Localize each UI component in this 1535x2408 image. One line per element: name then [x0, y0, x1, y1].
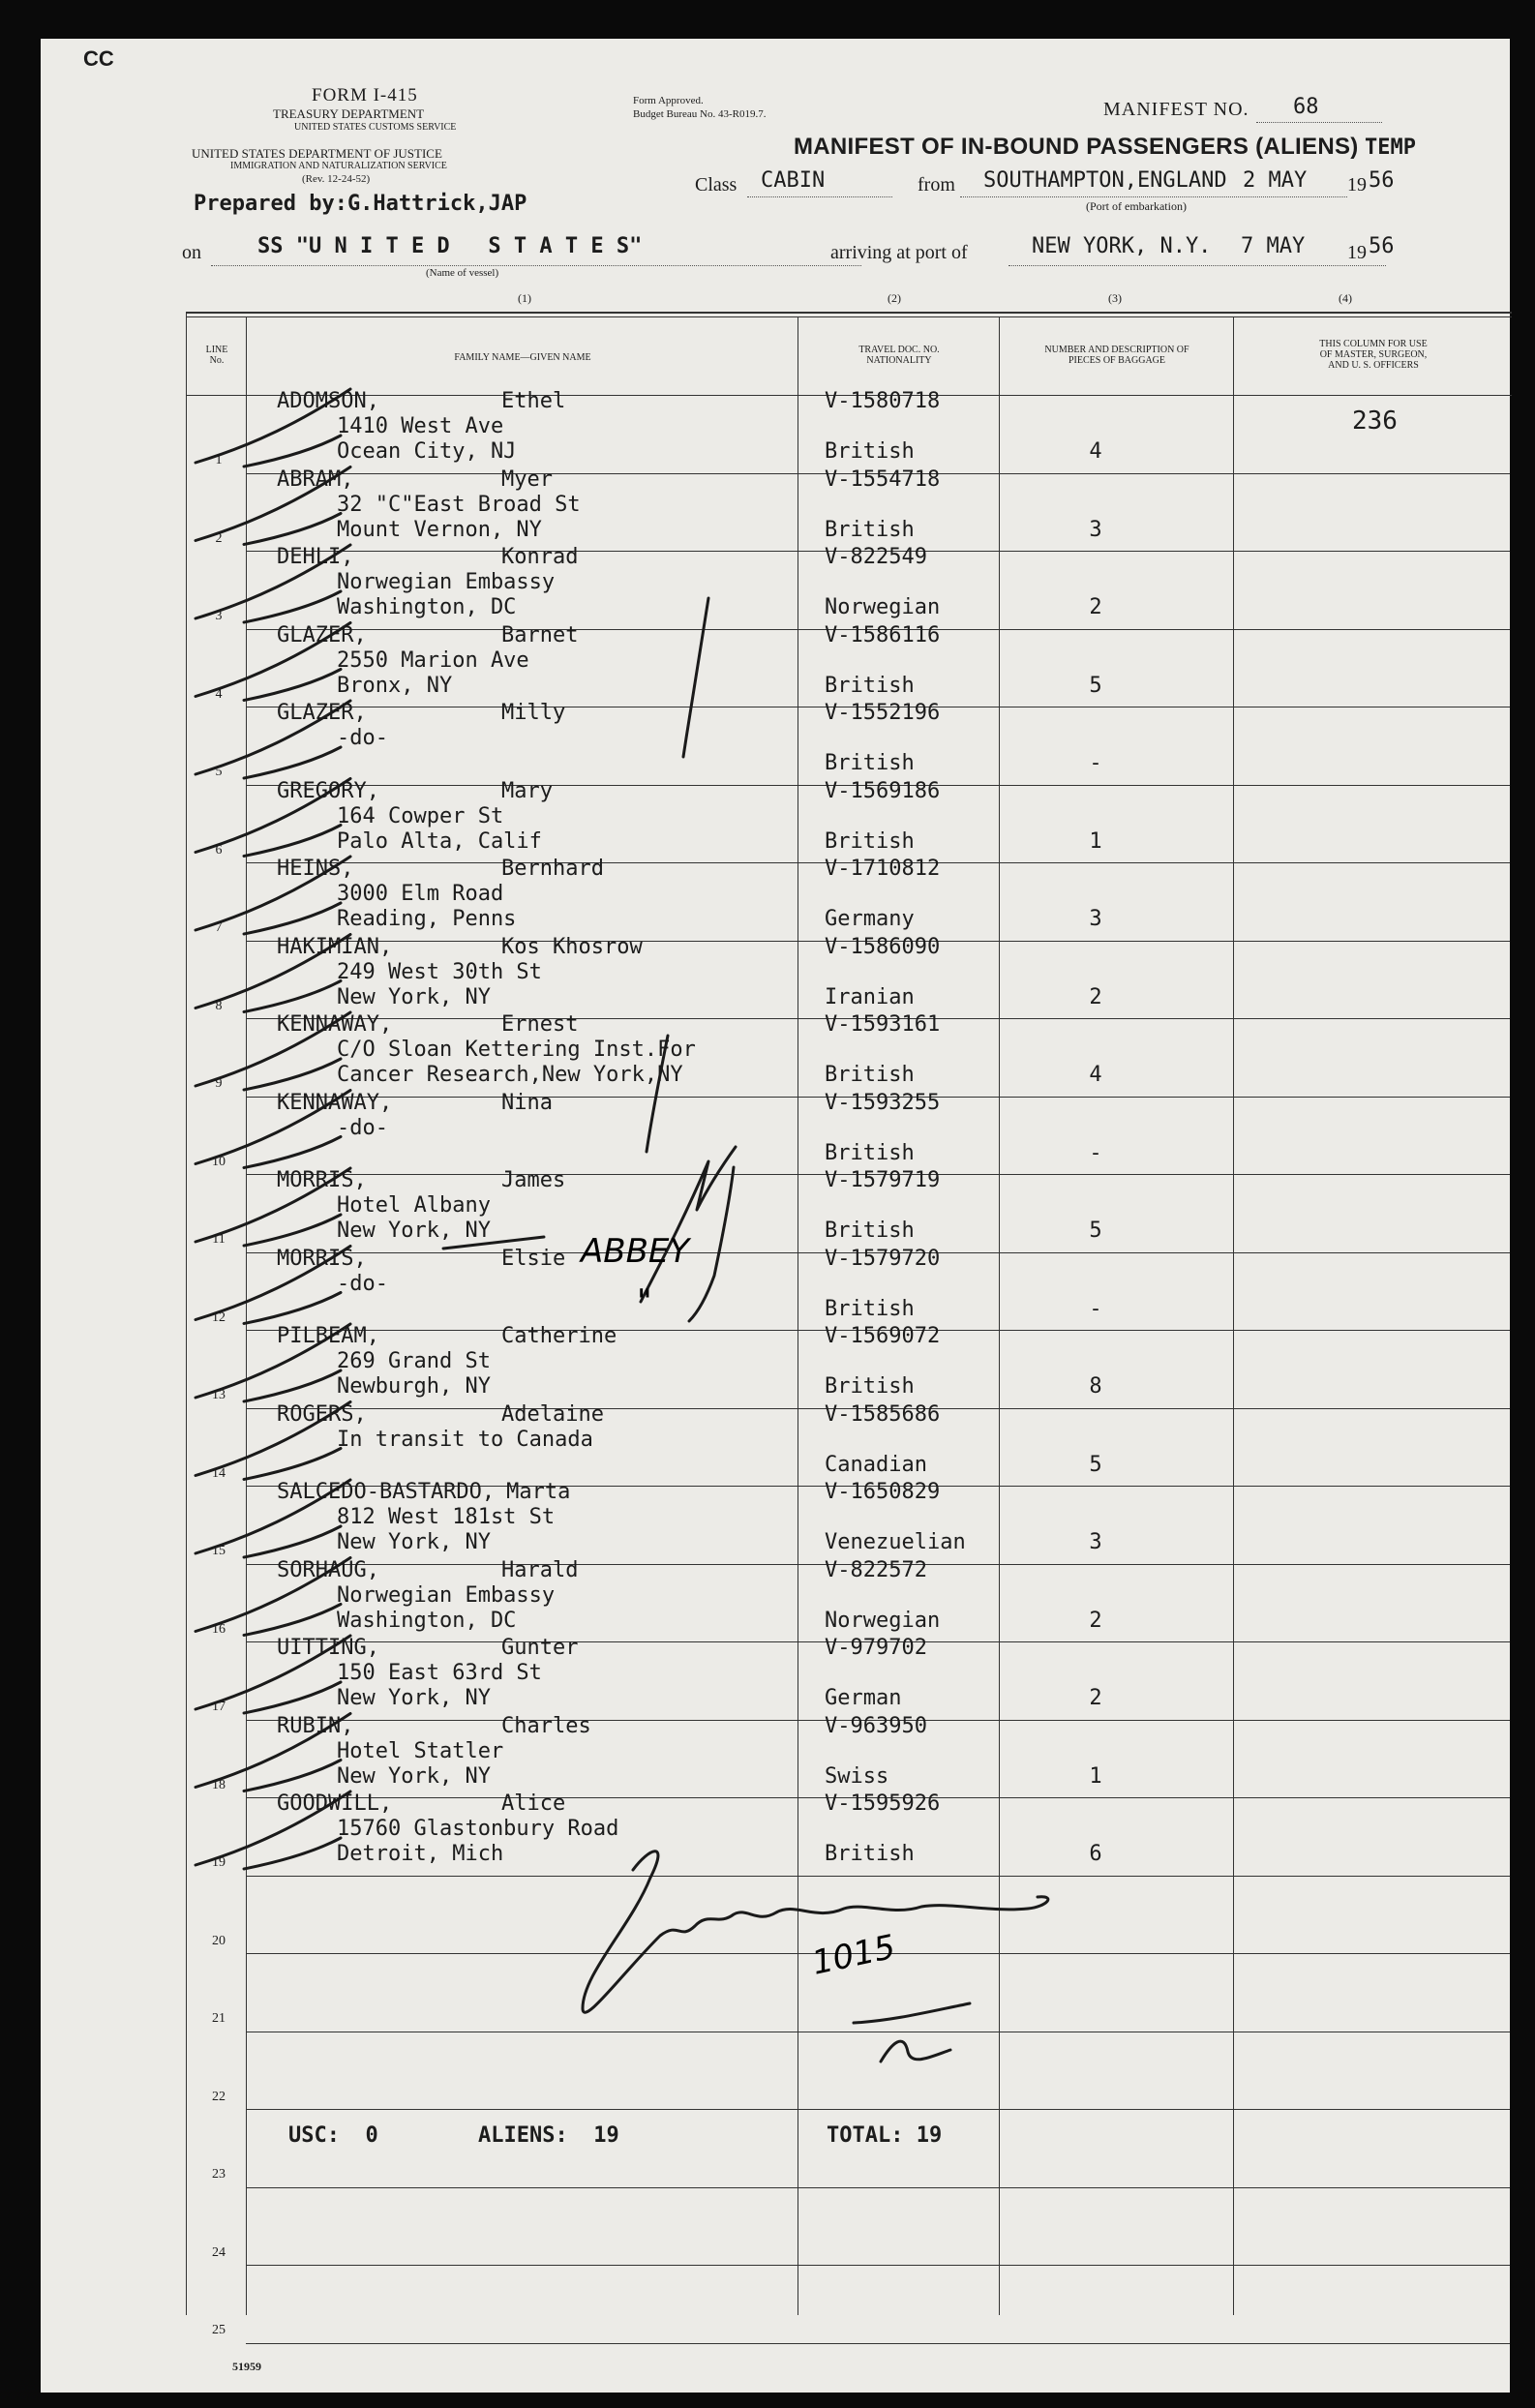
line-number: 12: [212, 1309, 226, 1325]
line-number: 7: [215, 920, 223, 935]
nationality: British: [825, 1296, 915, 1321]
check-mark: [196, 1247, 350, 1324]
manifest-page: [41, 39, 1510, 2393]
address-line-1: 812 West 181st St: [337, 1505, 556, 1529]
baggage-count: -: [1089, 1296, 1102, 1321]
address-line-1: Hotel Statler: [337, 1738, 504, 1763]
address-line-2: Washington, DC: [337, 595, 517, 619]
address-line-2: Washington, DC: [337, 1608, 517, 1633]
given-name: Myer: [501, 467, 553, 492]
count-initial: [881, 2041, 950, 2062]
baggage-count: 4: [1089, 1063, 1102, 1087]
nationality: Canadian: [825, 1452, 927, 1477]
treasury-dept: TREASURY DEPARTMENT: [273, 106, 425, 121]
col-num-2: (2): [888, 291, 901, 305]
check-mark: [196, 1480, 350, 1557]
line-number: 15: [212, 1544, 226, 1558]
address-line-2: New York, NY: [337, 1686, 491, 1710]
given-name: Catherine: [501, 1324, 617, 1348]
address-line-1: -do-: [337, 726, 388, 750]
line-number: 11: [212, 1232, 226, 1247]
travel-doc-number: V-1593161: [825, 1012, 941, 1037]
corner-mark: CC: [83, 46, 114, 71]
family-name: HAKIMIAN,: [277, 934, 393, 959]
class-label: Class: [695, 174, 737, 196]
baggage-count: 5: [1089, 1219, 1102, 1243]
travel-doc-number: V-1569072: [825, 1324, 941, 1348]
address-line-2: Ocean City, NJ: [337, 439, 517, 464]
manifest-no-label: MANIFEST NO.: [1103, 99, 1249, 120]
nationality: British: [825, 751, 915, 775]
line-number: 18: [212, 1777, 226, 1792]
address-line-1: 15760 Glastonbury Road: [337, 1817, 619, 1841]
form-revision: (Rev. 12-24-52): [302, 173, 371, 185]
from-label: from: [918, 174, 955, 196]
baggage-count: 6: [1089, 1842, 1102, 1866]
travel-doc-number: V-1579719: [825, 1168, 941, 1192]
handwritten-ditto: ": [637, 1282, 652, 1321]
address-line-2: Cancer Research,New York,NY: [337, 1063, 683, 1087]
baggage-count: 3: [1089, 907, 1102, 931]
arrival-date: 7 MAY: [1241, 234, 1306, 258]
handwritten-count: 1015: [808, 1927, 899, 1983]
check-mark: [196, 545, 350, 622]
baggage-count: 1: [1089, 828, 1102, 854]
check-mark: [196, 1091, 350, 1168]
vessel-caption: (Name of vessel): [426, 267, 499, 279]
nationality: British: [825, 439, 915, 464]
family-name: ROGERS,: [277, 1401, 367, 1427]
check-mark: [196, 857, 350, 934]
given-name: Nina: [501, 1090, 553, 1115]
check-mark: [196, 1558, 350, 1636]
vertical-stroke-2: [647, 1036, 668, 1152]
col-header-line: LINE No.: [205, 345, 228, 366]
check-mark: [196, 935, 350, 1012]
class-value: CABIN: [761, 168, 826, 193]
address-line-1: 3000 Elm Road: [337, 882, 504, 906]
form-number: FORM I-415: [312, 85, 418, 105]
address-line-1: In transit to Canada: [337, 1427, 593, 1452]
vessel-name: SS "U N I T E D S T A T E S": [257, 234, 643, 258]
baggage-count: 5: [1089, 673, 1102, 698]
address-line-2: New York, NY: [337, 1530, 491, 1554]
address-line-1: 150 East 63rd St: [337, 1661, 542, 1685]
travel-doc-number: V-1586116: [825, 622, 941, 647]
count-underline: [854, 2003, 970, 2023]
travel-doc-number: V-1710812: [825, 857, 941, 881]
check-mark: [196, 1636, 350, 1713]
address-line-1: -do-: [337, 1115, 388, 1140]
check-mark: [196, 1714, 350, 1791]
ins-service: IMMIGRATION AND NATURALIZATION SERVICE: [230, 161, 447, 171]
baggage-count: -: [1089, 1140, 1102, 1165]
given-name: James: [501, 1168, 566, 1192]
given-name: Ernest: [501, 1012, 579, 1037]
port-embark-caption: (Port of embarkation): [1086, 199, 1187, 213]
address-line-2: Newburgh, NY: [337, 1374, 491, 1399]
address-line-1: 164 Cowper St: [337, 803, 504, 828]
family-name: HEINS,: [277, 857, 354, 881]
check-mark: [196, 1791, 350, 1869]
vertical-stroke-3: [641, 1147, 736, 1302]
budget-bureau: Budget Bureau No. 43-R019.7.: [633, 108, 767, 120]
address-line-1: Hotel Albany: [337, 1193, 491, 1218]
travel-doc-number: V-1569186: [825, 778, 941, 803]
manifest-title-suffix: TEMP: [1365, 135, 1416, 160]
col-header-doc: TRAVEL DOC. NO. NATIONALITY: [858, 345, 940, 366]
form-approved: Form Approved.: [633, 95, 704, 106]
on-label: on: [182, 242, 201, 263]
officer-notation: 236: [1352, 406, 1398, 436]
nationality: British: [825, 1063, 915, 1087]
check-mark: [196, 623, 350, 701]
line-number: 20: [212, 1933, 226, 1948]
family-name: SORHAUG,: [277, 1557, 379, 1582]
family-name: MORRIS,: [277, 1168, 367, 1192]
nationality: British: [825, 1374, 915, 1399]
family-name: SALCEDO-BASTARDO,: [277, 1480, 496, 1504]
col-num-4: (4): [1339, 291, 1352, 305]
port-of-embarkation: SOUTHAMPTON,ENGLAND: [983, 168, 1227, 193]
line-number: 16: [212, 1621, 226, 1637]
given-name: Gunter: [501, 1636, 579, 1660]
baggage-count: 8: [1089, 1374, 1102, 1399]
family-name: RUBIN,: [277, 1713, 354, 1738]
nationality: British: [825, 673, 915, 698]
given-name: Milly: [501, 701, 566, 725]
nationality: Norwegian: [825, 595, 941, 619]
nationality: Venezuelian: [825, 1530, 966, 1554]
check-marks: [196, 389, 350, 1869]
given-name: Elsie: [501, 1246, 566, 1271]
given-name: Bernhard: [501, 857, 604, 881]
address-line-2: Reading, Penns: [337, 907, 517, 931]
nationality: British: [825, 828, 915, 854]
total-aliens: ALIENS: 19: [478, 2123, 619, 2148]
abbey-strike: [443, 1237, 544, 1249]
line-number: 22: [212, 2089, 226, 2104]
baggage-count: 2: [1089, 984, 1102, 1009]
address-line-2: New York, NY: [337, 1219, 491, 1243]
check-mark: [196, 1324, 350, 1401]
line-number: 5: [215, 765, 223, 779]
given-name: Mary: [501, 778, 553, 803]
col-num-3: (3): [1108, 291, 1122, 305]
arrival-year-prefix: 19: [1347, 242, 1367, 263]
initials-signature: [583, 1851, 1048, 2013]
line-number: 6: [215, 842, 223, 858]
manifest-title: MANIFEST OF IN-BOUND PASSENGERS (ALIENS): [794, 134, 1359, 160]
address-line-2: Bronx, NY: [337, 673, 453, 698]
address-line-2: Detroit, Mich: [337, 1842, 504, 1866]
footer-code: 51959: [232, 2360, 261, 2373]
given-name: Charles: [501, 1713, 591, 1738]
nationality: Germany: [825, 907, 915, 931]
line-number: 14: [212, 1465, 226, 1481]
travel-doc-number: V-822549: [825, 545, 927, 569]
address-line-1: C/O Sloan Kettering Inst.For: [337, 1038, 696, 1062]
line-number: 19: [212, 1855, 226, 1870]
given-name: Kos Khosrow: [501, 934, 643, 959]
travel-doc-number: V-1554718: [825, 467, 941, 492]
check-mark: [196, 779, 350, 857]
family-name: GREGORY,: [277, 778, 379, 803]
handwritten-marks: [41, 39, 1510, 2393]
family-name: UITTING,: [277, 1636, 379, 1660]
family-name: PILBEAM,: [277, 1324, 379, 1348]
check-mark: [196, 467, 350, 545]
col-header-name: FAMILY NAME—GIVEN NAME: [454, 352, 591, 363]
travel-doc-number: V-1585686: [825, 1401, 941, 1427]
given-name: Harald: [501, 1557, 579, 1582]
col-num-1: (1): [518, 291, 531, 305]
baggage-count: 2: [1089, 595, 1102, 619]
nationality: British: [825, 1219, 915, 1243]
prepared-by: Prepared by:G.Hattrick,JAP: [194, 192, 527, 216]
handwritten-abbey: ABBEY: [581, 1232, 690, 1271]
arrival-port: NEW YORK, N.Y.: [1032, 234, 1212, 258]
nationality: British: [825, 517, 915, 542]
line-number: 21: [212, 2011, 226, 2026]
line-number: 13: [212, 1388, 226, 1402]
family-name: KENNAWAY,: [277, 1090, 393, 1115]
line-number: 2: [215, 530, 223, 546]
line-number: 25: [212, 2323, 226, 2337]
family-name: GLAZER,: [277, 622, 367, 647]
customs-service: UNITED STATES CUSTOMS SERVICE: [294, 122, 457, 133]
check-mark: [196, 1012, 350, 1090]
total-usc: USC: 0: [288, 2123, 378, 2148]
nationality: Swiss: [825, 1763, 889, 1789]
arrival-year: 56: [1369, 234, 1395, 258]
travel-doc-number: V-822572: [825, 1557, 927, 1582]
embark-date: 2 MAY: [1243, 168, 1308, 193]
travel-doc-number: V-1580718: [825, 389, 941, 413]
given-name: Barnet: [501, 622, 579, 647]
justice-dept: UNITED STATES DEPARTMENT OF JUSTICE: [192, 146, 442, 161]
line-number: 8: [215, 998, 223, 1013]
baggage-count: 4: [1089, 439, 1102, 464]
line-number: 23: [212, 2167, 226, 2182]
line-number: 17: [212, 1700, 226, 1714]
nationality: British: [825, 1842, 915, 1866]
family-name: KENNAWAY,: [277, 1012, 393, 1037]
given-name: Konrad: [501, 545, 579, 569]
nationality: Iranian: [825, 984, 915, 1009]
address-line-1: Norwegian Embassy: [337, 1582, 556, 1608]
nationality: German: [825, 1686, 902, 1710]
baggage-count: 5: [1089, 1452, 1102, 1477]
embark-year: 56: [1369, 168, 1395, 193]
line-number: 9: [215, 1076, 223, 1091]
family-name: DEHLI,: [277, 545, 354, 569]
total-passengers: TOTAL: 19: [827, 2123, 943, 2148]
family-name: GLAZER,: [277, 701, 367, 725]
embark-year-prefix: 19: [1347, 174, 1367, 196]
travel-doc-number: V-1579720: [825, 1246, 941, 1271]
travel-doc-number: V-1593255: [825, 1090, 941, 1115]
given-name: Adelaine: [501, 1401, 604, 1427]
baggage-count: 2: [1089, 1686, 1102, 1710]
family-name: ABRAM,: [277, 467, 354, 492]
address-line-2: New York, NY: [337, 984, 491, 1009]
vertical-stroke-1: [683, 598, 708, 757]
line-number: 3: [215, 609, 223, 623]
nationality: Norwegian: [825, 1608, 941, 1633]
baggage-count: 3: [1089, 517, 1102, 542]
line-number: 24: [212, 2244, 226, 2260]
baggage-count: 1: [1089, 1763, 1102, 1789]
arriving-label: arriving at port of: [830, 242, 968, 263]
check-mark: [196, 389, 350, 467]
baggage-count: -: [1089, 751, 1102, 775]
family-name: MORRIS,: [277, 1246, 367, 1271]
given-name: Ethel: [501, 389, 566, 413]
nationality: British: [825, 1140, 915, 1165]
family-name: GOODWILL,: [277, 1791, 393, 1816]
baggage-count: 2: [1089, 1608, 1102, 1633]
travel-doc-number: V-1552196: [825, 701, 941, 725]
travel-doc-number: V-1650829: [825, 1480, 941, 1504]
travel-doc-number: V-1586090: [825, 934, 941, 959]
given-name: Alice: [501, 1791, 566, 1816]
travel-doc-number: V-963950: [825, 1713, 927, 1738]
baggage-count: 3: [1089, 1530, 1102, 1554]
col-header-baggage: NUMBER AND DESCRIPTION OF PIECES OF BAGGAGE: [1044, 345, 1189, 366]
address-line-2: Mount Vernon, NY: [337, 517, 542, 542]
travel-doc-number: V-1595926: [825, 1791, 941, 1816]
address-line-2: New York, NY: [337, 1763, 491, 1789]
travel-doc-number: V-979702: [825, 1636, 927, 1660]
check-mark: [196, 1168, 350, 1246]
manifest-number: 68: [1293, 95, 1319, 119]
family-name: ADOMSON,: [277, 389, 379, 413]
address-line-1: -do-: [337, 1271, 388, 1296]
address-line-1: 249 West 30th St: [337, 959, 542, 984]
address-line-1: 2550 Marion Ave: [337, 647, 529, 673]
given-name: Marta: [506, 1480, 571, 1504]
address-line-2: Palo Alta, Calif: [337, 828, 542, 854]
check-mark: [196, 701, 350, 778]
col-header-officers: THIS COLUMN FOR USE OF MASTER, SURGEON, AND U. S. OFFICERS: [1319, 339, 1428, 371]
check-mark: [196, 1402, 350, 1480]
address-line-1: 1410 West Ave: [337, 414, 504, 438]
address-line-1: 32 "C"East Broad St: [337, 492, 581, 517]
address-line-1: 269 Grand St: [337, 1349, 491, 1373]
line-number: 4: [215, 686, 223, 702]
address-line-1: Norwegian Embassy: [337, 570, 556, 594]
line-number: 10: [212, 1154, 226, 1169]
line-number: 1: [215, 453, 223, 467]
